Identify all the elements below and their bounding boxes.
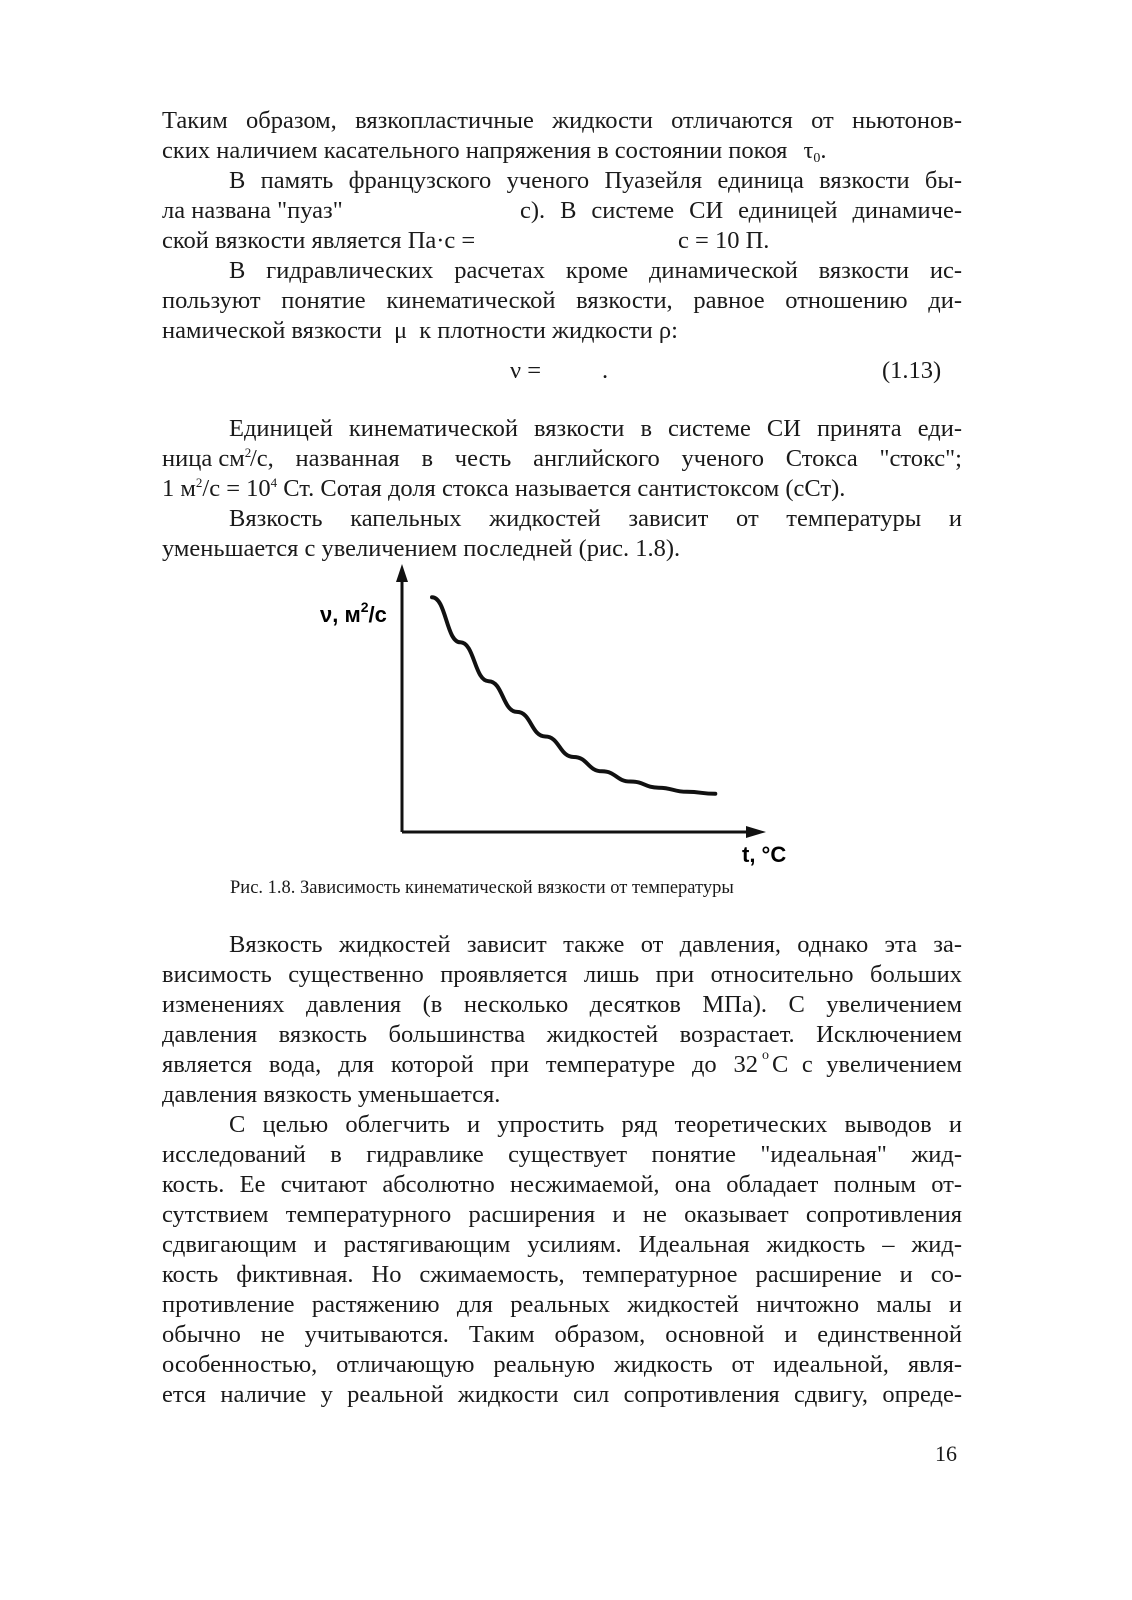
text-line [162, 1350, 962, 1380]
text-line [162, 286, 962, 316]
symbol-mu: μ [393, 317, 408, 344]
text-line [162, 990, 962, 1020]
text: Ст. Сотая доля стокса называется сантистоксом (сСт). [277, 475, 846, 502]
text: сутствием температурного расширения и не оказывает сопротивления [162, 1201, 962, 1228]
text: давления вязкость большинства жидкостей возрастает. Исключением [162, 1021, 962, 1048]
subscript: 0 [813, 151, 821, 166]
viscosity-curve [432, 597, 715, 794]
text-line [162, 1080, 962, 1110]
text-line [162, 444, 962, 474]
text: обычно не учитываются. Таким образом, основной и единственной [162, 1321, 962, 1348]
text-line [162, 1230, 962, 1260]
text-line [229, 414, 962, 444]
superscript: 4 [270, 475, 278, 490]
text: исследований в гидравлике существует понятие "идеальная" жид- [162, 1141, 962, 1168]
y-label-tail: /с [368, 602, 387, 627]
text-line [162, 136, 962, 166]
text-line [162, 474, 962, 504]
text-line [162, 1140, 962, 1170]
text-line [229, 256, 962, 286]
equation-number: (1.13) [882, 357, 942, 384]
text-line [162, 1260, 962, 1290]
text-line [162, 1170, 962, 1200]
text: 1 м [162, 475, 196, 502]
text-line [162, 960, 962, 990]
superscript: 2 [195, 475, 203, 490]
text: Вязкость капельных жидкостей зависит от температуры и [229, 505, 962, 532]
text: с). В системе СИ единицей динамиче- [520, 197, 962, 224]
text-line [229, 930, 962, 960]
text: к плотности жидкости ρ: [419, 317, 678, 344]
formula-line [162, 356, 962, 386]
text: уменьшается с увеличением последней (рис. 1.8). [162, 535, 681, 562]
y-axis-arrow [396, 564, 408, 582]
text-line [229, 166, 962, 196]
x-axis-arrow [746, 826, 766, 838]
text: ла названа "пуаз" [162, 197, 343, 224]
text: ется наличие у реальной жидкости сил сопротивления сдвигу, опреде- [162, 1381, 962, 1408]
superscript: 2 [244, 445, 252, 460]
text-line [229, 1110, 962, 1140]
text-line [162, 1290, 962, 1320]
text: ской вязкости является Па·с = [162, 227, 476, 254]
figure-caption: Рис. 1.8. Зависимость кинематической вязкости от температуры [230, 878, 734, 898]
text: В гидравлических расчетах кроме динамической вязкости ис- [229, 257, 962, 284]
text: Единицей кинематической вязкости в системе СИ принята еди- [229, 415, 962, 442]
tau: τ [803, 137, 814, 164]
period: . [820, 137, 827, 164]
y-label-sup: 2 [360, 599, 369, 615]
y-axis-label [320, 599, 387, 627]
text: кость фиктивная. Но сжимаемость, температурное расширение и со- [162, 1261, 962, 1288]
text: является вода, для которой при температуре до 32 [162, 1051, 758, 1078]
text: противление растяжению для реальных жидкостей ничтожно малы и [162, 1291, 962, 1318]
text-line [162, 1020, 962, 1050]
formula-dot: . [602, 357, 609, 384]
text: Таким образом, вязкопластичные жидкости отличаются от ньютонов- [162, 107, 962, 134]
text-line [162, 1050, 962, 1080]
text: давления вязкость уменьшается. [162, 1081, 501, 1108]
text: намической вязкости [162, 317, 382, 344]
text: изменениях давления (в несколько десятков МПа). С увеличением [162, 991, 962, 1018]
text: кость. Ее считают абсолютно несжимаемой, она обладает полным от- [162, 1171, 962, 1198]
text-line [162, 1320, 962, 1350]
page-number: 16 [935, 1441, 957, 1466]
text-line [162, 1200, 962, 1230]
text: сдвигающим и растягивающим усилиям. Идеальная жидкость – жид- [162, 1231, 962, 1258]
text: С с увеличением [772, 1051, 962, 1078]
text: пользуют понятие кинематической вязкости, равное отношению ди- [162, 287, 962, 314]
text: /с = 10 [202, 475, 271, 502]
text-line [162, 226, 962, 256]
text: /с, названная в честь английского ученого Стокса "стокс"; [250, 445, 962, 472]
chart [300, 560, 787, 880]
text-line [162, 316, 962, 346]
x-axis-label: t, °C [742, 842, 787, 867]
figure-viscosity-temperature [300, 560, 787, 880]
text: С целью облегчить и упростить ряд теоретических выводов и [229, 1111, 962, 1138]
y-label-main: ν, м [320, 602, 361, 627]
text: Вязкость жидкостей зависит также от давления, однако эта за- [229, 931, 962, 958]
text: ница см [162, 445, 245, 472]
text-line [162, 106, 962, 136]
text: с = 10 П. [678, 227, 770, 254]
text: В память французского ученого Пуазейля единица вязкости бы- [229, 167, 962, 194]
text: ских наличием касательного напряжения в состоянии покоя [162, 137, 788, 164]
text: особенностью, отличающую реальную жидкость от идеальной, явля- [162, 1351, 962, 1378]
text-line [229, 504, 962, 534]
symbol-tau [804, 137, 827, 164]
text: висимость существенно проявляется лишь при относительно больших [162, 961, 962, 988]
text-line [162, 196, 962, 226]
text-line [162, 1380, 962, 1410]
degree: o [762, 1048, 769, 1063]
formula-lhs: ν = [510, 357, 542, 384]
